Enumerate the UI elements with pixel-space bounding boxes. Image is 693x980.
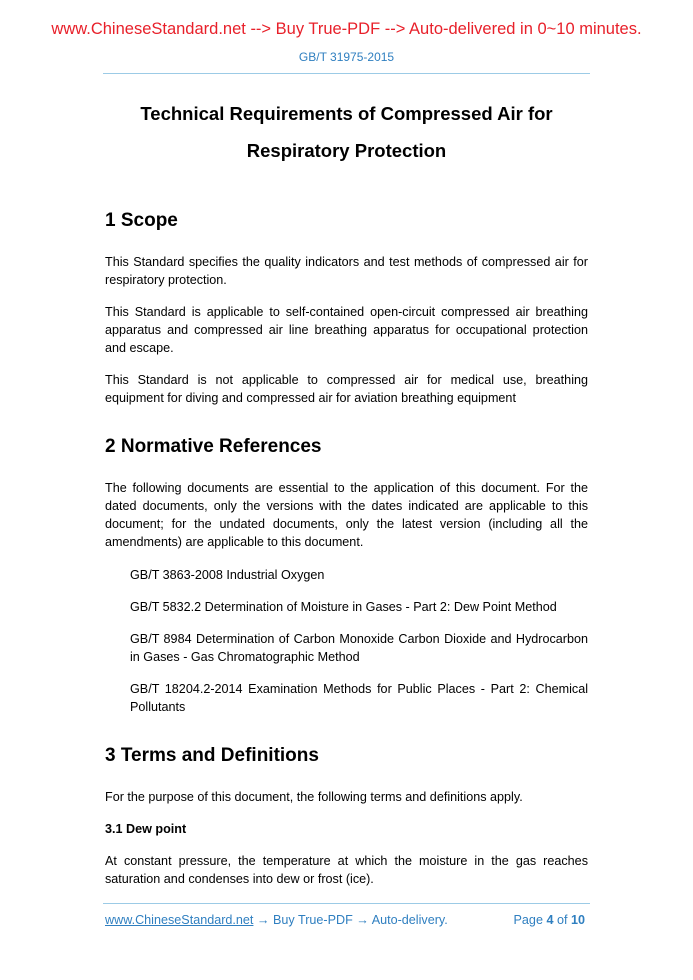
total-pages: 10 bbox=[570, 913, 585, 927]
paragraph: This Standard is not applicable to compressed air for medical use, breathing equipment for diving and compressed air for aviation breathing equipment bbox=[105, 373, 588, 405]
document-title bbox=[60, 95, 633, 169]
paragraph: This Standard specifies the quality indicators and test methods of compressed air for respiratory protection. bbox=[105, 255, 588, 287]
reference-item: GB/T 3863-2008 Industrial Oxygen bbox=[130, 568, 325, 582]
reference-item: GB/T 5832.2 Determination of Moisture in Gases - Part 2: Dew Point Method bbox=[130, 600, 557, 614]
document-number: GB/T 31975-2015 bbox=[298, 50, 395, 64]
of-label: of bbox=[556, 913, 568, 927]
footer-text: → Buy True-PDF → Auto-delivery. bbox=[253, 913, 448, 927]
section-1-heading: 1 Scope bbox=[105, 210, 178, 231]
paragraph: The following documents are essential to the application of this document. For the dated documents, only the versions with the dates indicated are applicable to this document; for the undated documents, only the latest version (including all the amendments) are applicable to this document. bbox=[105, 481, 588, 549]
title-line-2: Respiratory Protection bbox=[246, 140, 447, 161]
paragraph: This Standard is applicable to self-contained open-circuit compressed air breathing apparatus and compressed air line breathing apparatus for occupational protection and escape. bbox=[105, 305, 588, 355]
section-3-heading: 3 Terms and Definitions bbox=[105, 745, 319, 766]
footer bbox=[105, 911, 585, 929]
reference-item: GB/T 8984 Determination of Carbon Monoxide Carbon Dioxide and Hydrocarbon in Gases - Gas Chromatographic Method bbox=[130, 632, 588, 664]
page-indicator bbox=[514, 911, 585, 929]
paragraph: For the purpose of this document, the following terms and definitions apply. bbox=[105, 790, 523, 804]
paragraph: At constant pressure, the temperature at which the moisture in the gas reaches saturation and condenses into dew or frost (ice). bbox=[105, 854, 588, 886]
header-divider bbox=[103, 73, 590, 74]
title-line-1: Technical Requirements of Compressed Air for bbox=[140, 103, 553, 124]
website-link[interactable]: www.ChineseStandard.net bbox=[105, 913, 254, 927]
promo-banner: www.ChineseStandard.net --> Buy True-PDF --> Auto-delivered in 0~10 minutes. bbox=[51, 20, 642, 38]
current-page: 4 bbox=[546, 913, 554, 927]
footer-divider bbox=[103, 903, 590, 904]
section-2-heading: 2 Normative References bbox=[105, 436, 322, 457]
reference-item: GB/T 18204.2-2014 Examination Methods for Public Places - Part 2: Chemical Pollutants bbox=[130, 682, 588, 714]
page-label: Page bbox=[513, 913, 543, 927]
term-heading: 3.1 Dew point bbox=[105, 822, 187, 836]
